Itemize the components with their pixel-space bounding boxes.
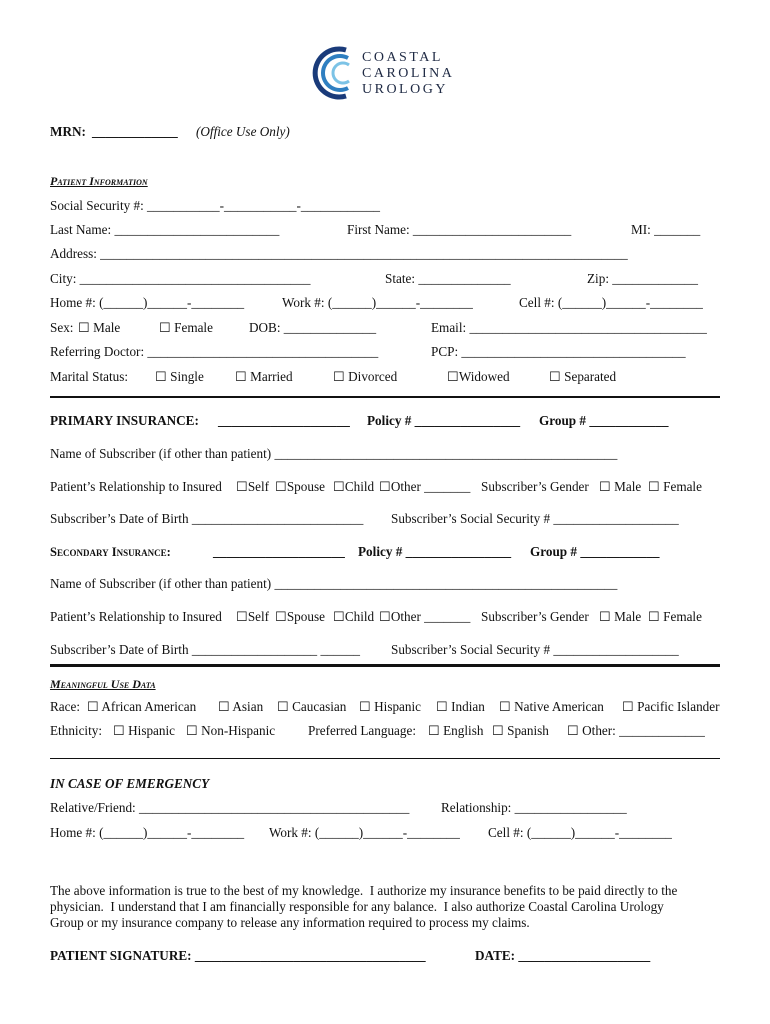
ethnicity-non-hispanic-checkbox[interactable] [186,723,275,739]
secondary-other-label: Other _______ [390,609,471,624]
zip-field[interactable]: Zip: _____________ [587,271,698,286]
checkbox-icon: ☐ [78,320,90,335]
checkbox-icon: ☐ [277,699,289,714]
sex-male-label: Male [93,320,121,335]
checkbox-icon: ☐ [599,479,611,494]
secondary-subscriber-name-field[interactable]: Name of Subscriber (if other than patient) ____________________________________________________ [50,576,618,591]
mi-field[interactable]: MI: _______ [631,222,701,237]
primary-group-field[interactable]: Group # ____________ [539,413,669,428]
preferred-language-label: Preferred Language: [308,723,417,738]
checkbox-icon: ☐ [113,723,125,738]
primary-spouse-checkbox[interactable] [275,479,325,495]
emergency-relative-field[interactable]: Relative/Friend: _________________________________________ [50,800,410,815]
divider [50,664,720,667]
ethnicity-hispanic-checkbox[interactable] [113,723,175,739]
primary-subscriber-name-field[interactable]: Name of Subscriber (if other than patient) ____________________________________________________ [50,446,618,461]
work-phone-field[interactable]: Work #: (______)______-________ [282,295,473,310]
emergency-work-phone-field[interactable]: Work #: (______)______-________ [269,825,460,840]
city-field[interactable]: City: ___________________________________ [50,271,311,286]
checkbox-icon: ☐ [499,699,511,714]
referring-doctor-field[interactable]: Referring Doctor: ___________________________________ [50,344,379,359]
secondary-group-field[interactable]: Group # ____________ [530,544,660,559]
checkbox-icon: ☐ [492,723,504,738]
secondary-insurance-heading: Secondary Insurance: [50,545,171,559]
divider [50,758,720,759]
checkbox-icon: ☐ [275,609,287,624]
primary-female-checkbox[interactable] [648,479,702,495]
marital-status-label: Marital Status: [50,369,129,384]
mrn-note: (Office Use Only) [196,124,290,139]
primary-relationship-label: Patient’s Relationship to Insured [50,479,222,494]
secondary-policy-field[interactable]: Policy # ________________ [358,544,512,559]
logo-mark [306,44,364,102]
language-english-label: English [443,723,484,738]
checkbox-icon: ☐ [648,479,660,494]
last-name-field[interactable]: Last Name: _________________________ [50,222,280,237]
checkbox-icon: ☐ [235,369,247,384]
marital-widowed-label: Widowed [458,369,510,384]
checkbox-icon: ☐ [379,609,391,624]
primary-subscriber-ssn-field[interactable]: Subscriber’s Social Security # ___________________ [391,511,679,526]
primary-self-checkbox[interactable] [236,479,269,495]
emergency-relationship-field[interactable]: Relationship: _________________ [441,800,627,815]
race-caucasian-checkbox[interactable] [277,699,346,715]
mrn-label: MRN: [50,124,86,139]
address-field[interactable]: Address: ________________________________________________________________________________ [50,246,628,261]
primary-subscriber-dob-field[interactable]: Subscriber’s Date of Birth __________________________ [50,511,364,526]
secondary-spouse-checkbox[interactable] [275,609,325,625]
divider [50,396,720,398]
checkbox-icon: ☐ [622,699,634,714]
ethnicity-non-hispanic-label: Non-Hispanic [201,723,276,738]
marital-separated-label: Separated [564,369,617,384]
secondary-self-label: Self [247,609,270,624]
primary-insurance-field[interactable]: ____________________ [218,413,350,428]
marital-divorced-checkbox[interactable] [333,369,397,385]
secondary-female-checkbox[interactable] [648,609,702,625]
secondary-male-label: Male [614,609,642,624]
first-name-field[interactable]: First Name: ________________________ [347,222,572,237]
ssn-field[interactable]: Social Security #: ___________-___________-____________ [50,198,381,213]
marital-married-label: Married [250,369,293,384]
checkbox-icon: ☐ [447,369,459,384]
patient-info-heading: Patient Information [50,174,148,188]
marital-single-checkbox[interactable] [155,369,204,385]
emergency-home-phone-field[interactable]: Home #: (______)______-________ [50,825,245,840]
email-field[interactable]: Email: ____________________________________ [431,320,707,335]
race-african-american-label: African American [101,699,197,714]
secondary-female-label: Female [663,609,702,624]
emergency-cell-phone-field[interactable]: Cell #: (______)______-________ [488,825,672,840]
marital-divorced-label: Divorced [348,369,398,384]
race-caucasian-label: Caucasian [292,699,347,714]
sex-label: Sex: [50,320,74,335]
checkbox-icon: ☐ [236,479,248,494]
secondary-spouse-label: Spouse [286,609,325,624]
logo-line-carolina: CAROLINA [362,66,455,81]
sex-male-checkbox[interactable] [78,320,120,336]
primary-child-checkbox[interactable] [333,479,374,495]
patient-signature-field[interactable]: PATIENT SIGNATURE: ___________________________________ [50,948,426,963]
sex-female-label: Female [174,320,213,335]
checkbox-icon: ☐ [333,369,345,384]
checkbox-icon: ☐ [333,609,345,624]
race-pacific-islander-label: Pacific Islander [637,699,720,714]
logo-line-coastal: COASTAL [362,50,443,65]
dob-field[interactable]: DOB: ______________ [249,320,377,335]
primary-other-label: Other _______ [390,479,471,494]
race-label: Race: [50,699,81,714]
secondary-male-checkbox[interactable] [599,609,641,625]
language-spanish-label: Spanish [507,723,549,738]
secondary-child-label: Child [344,609,375,624]
authorization-line-2: physician. I understand that I am financially responsible for any balance. I also authorize Coastal Carolina Urology [50,899,664,914]
race-indian-label: Indian [451,699,485,714]
race-african-american-checkbox[interactable] [87,699,196,715]
primary-self-label: Self [247,479,270,494]
race-hispanic-label: Hispanic [374,699,422,714]
checkbox-icon: ☐ [599,609,611,624]
race-pacific-islander-checkbox[interactable] [622,699,720,715]
secondary-subscriber-ssn-field[interactable]: Subscriber’s Social Security # ___________________ [391,642,679,657]
signature-date-field[interactable]: DATE: ____________________ [475,948,651,963]
primary-policy-field[interactable]: Policy # ________________ [367,413,521,428]
emergency-heading: IN CASE OF EMERGENCY [50,776,210,791]
secondary-other-checkbox[interactable] [379,609,470,625]
checkbox-icon: ☐ [436,699,448,714]
checkbox-icon: ☐ [333,479,345,494]
pcp-field[interactable]: PCP: __________________________________ [431,344,686,359]
race-hispanic-checkbox[interactable] [359,699,421,715]
checkbox-icon: ☐ [159,320,171,335]
language-other-checkbox[interactable] [567,723,705,739]
secondary-subscriber-dob-field[interactable]: Subscriber’s Date of Birth ___________________ ______ [50,642,361,657]
checkbox-icon: ☐ [218,699,230,714]
language-spanish-checkbox[interactable] [492,723,549,739]
primary-spouse-label: Spouse [286,479,325,494]
authorization-line-1: The above information is true to the best of my knowledge. I authorize my insurance benefits to be paid directly to the [50,883,678,898]
logo-line-urology: UROLOGY [362,82,448,97]
race-asian-label: Asian [232,699,264,714]
race-indian-checkbox[interactable] [436,699,485,715]
primary-child-label: Child [344,479,375,494]
language-other-label: Other: _____________ [582,723,705,738]
primary-gender-label: Subscriber’s Gender [481,479,589,494]
secondary-self-checkbox[interactable] [236,609,269,625]
cell-phone-field[interactable]: Cell #: (______)______-________ [519,295,703,310]
checkbox-icon: ☐ [87,699,99,714]
ethnicity-hispanic-label: Hispanic [128,723,176,738]
marital-widowed-checkbox[interactable] [447,369,510,385]
checkbox-icon: ☐ [186,723,198,738]
sex-female-checkbox[interactable] [159,320,213,336]
checkbox-icon: ☐ [648,609,660,624]
secondary-child-checkbox[interactable] [333,609,374,625]
primary-male-checkbox[interactable] [599,479,641,495]
state-field[interactable]: State: ______________ [385,271,511,286]
checkbox-icon: ☐ [567,723,579,738]
race-native-american-checkbox[interactable] [499,699,604,715]
checkbox-icon: ☐ [428,723,440,738]
mrn-field[interactable]: _____________ [92,124,178,139]
primary-other-checkbox[interactable] [379,479,470,495]
language-english-checkbox[interactable] [428,723,483,739]
race-asian-checkbox[interactable] [218,699,263,715]
secondary-insurance-field[interactable]: ____________________ [213,544,345,559]
checkbox-icon: ☐ [359,699,371,714]
ethnicity-label: Ethnicity: [50,723,103,738]
race-native-american-label: Native American [514,699,604,714]
checkbox-icon: ☐ [236,609,248,624]
checkbox-icon: ☐ [155,369,167,384]
marital-married-checkbox[interactable] [235,369,293,385]
secondary-relationship-label: Patient’s Relationship to Insured [50,609,222,624]
marital-single-label: Single [170,369,204,384]
marital-separated-checkbox[interactable] [549,369,616,385]
primary-female-label: Female [663,479,702,494]
checkbox-icon: ☐ [549,369,561,384]
meaningful-use-heading: Meaningful Use Data [50,677,156,691]
authorization-line-3: Group or my insurance company to release any information required to process my claims. [50,915,530,930]
home-phone-field[interactable]: Home #: (______)______-________ [50,295,245,310]
checkbox-icon: ☐ [379,479,391,494]
primary-insurance-heading: PRIMARY INSURANCE: [50,413,199,428]
primary-male-label: Male [614,479,642,494]
secondary-gender-label: Subscriber’s Gender [481,609,589,624]
checkbox-icon: ☐ [275,479,287,494]
